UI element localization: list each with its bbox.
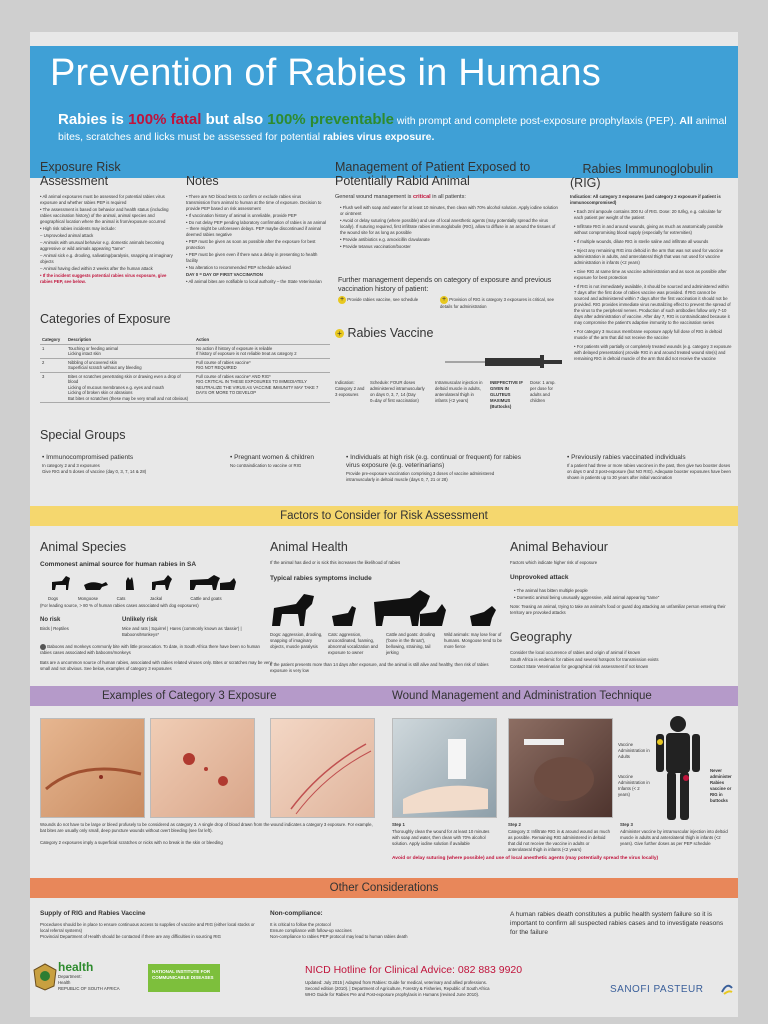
examples-bar-left: Examples of Category 3 Exposure: [102, 690, 277, 702]
nicd-logo-text: NATIONAL INSTITUTE FOR COMMUNICABLE DISEASES: [152, 969, 214, 980]
nicd-logo: [148, 964, 220, 992]
species-labels: [48, 596, 248, 602]
step2: [508, 822, 613, 854]
management-box2: [440, 296, 560, 310]
rig-indication: Indication: All category 3 exposures (and category 2 exposure if patient is immunocompromised): [570, 194, 721, 205]
management-item: • Avoid or delay suturing (where possible) and use of local anesthetic agents (may potentially spread the virus locally). If suturing required, first infiltrate rabies immunoglobulin (RIG), allow to diffuse in an around the tissues of the wound site for as long as possible: [340, 218, 556, 235]
health-col: Cats: aggression, uncoordinated, foaming, abnormal vocalization and exposure to owner: [328, 632, 378, 655]
table-header: Action: [194, 336, 330, 344]
health-col: Dogs: aggression, drooling, snapping of imaginary objects, muscle paralysis: [270, 632, 323, 649]
special-group: [42, 454, 192, 476]
table-cell: No action if history of exposure is reliable If history of exposure is not reliable treat as category 2: [194, 344, 330, 358]
unprovoked-title: Unprovoked attack: [510, 574, 569, 581]
photo-bite-wound: [150, 718, 255, 818]
rig-item: • Inject any remaining RIG into deltoid in the arm that was not used for vaccine administration in adults, and anterolateral thigh that was not used for vaccine administration in infants (<2 years): [574, 248, 724, 265]
sub-is: is: [107, 111, 129, 128]
table-cell: 1: [40, 344, 66, 358]
bats-note: Bats are a uncommon source of human rabies, associated with rabies related viruses only. Bites or scratches may be very small and not obvious. See below, examples of category 3 exposures: [40, 660, 272, 671]
geo-list: [510, 650, 732, 671]
notes-item: • All animal bites are notifiable to local authority – the State Veterinarian: [186, 279, 322, 284]
special-group-desc: In category 2 and 3 exposures Give RIG and 5 doses of vaccine (day 0, 3, 7, 14 & 28): [42, 463, 147, 474]
species-label: Cats: [116, 596, 126, 601]
rig-item: • For patients with partially or completely treated wounds (e.g. category 3 exposure with delayed presentation) provide RIG in and around treated wound site(s) and remaining RIG in deltoid muscle of the arm that did not receive the vaccine: [574, 344, 732, 361]
table-cell: Touching or feeding animal Licking intact skin: [66, 344, 194, 358]
sub-rest: with prompt and complete post-exposure prophylaxis (PEP).: [394, 115, 680, 127]
behaviour-list: [514, 588, 732, 602]
special-group-title: • Individuals at high risk (e.g. continual or frequent) for rabies virus exposure (e.g. veterinarians): [346, 454, 521, 469]
noncomp-title: Non-compliance:: [270, 910, 323, 917]
general-b: critical: [412, 194, 431, 200]
special-group-desc: If a patient had three or more rabies vaccines in the past, then give two booster doses on days 0 and 3 post-exposure (but NO RIG). Adequate booster exposures have been shown in patients up to 30 years after initial vaccination: [567, 463, 731, 480]
vaccine-col: Indication: Category 2 and 3 exposures: [335, 380, 365, 397]
rig-item: • Infiltrate RIG in and around wounds, giving as much as anatomically possible without compromising blood supply (especially for extremities): [574, 224, 724, 235]
table-header: Description: [66, 336, 194, 344]
rig-list: [574, 209, 732, 365]
rig-item: • If multiple wounds, dilute RIG in sterile saline and infiltrate all wounds: [574, 239, 709, 244]
management-general: [335, 194, 560, 201]
avoid-note: Avoid or delay suturing (where possible) and use of local anesthetic agents (may potentially spread the virus locally): [392, 856, 659, 861]
geo-item: Consider the local occurrence of rabies and origin of animal if known: [510, 650, 641, 655]
special-group: [230, 454, 360, 470]
step-title: Step 1: [392, 822, 405, 827]
special-group-title: • Immunocompromised patients: [42, 454, 134, 461]
geo-item: South Africa is endemic for rabies and several hotspots for transmission exists: [510, 657, 659, 662]
sub-preventable: 100% preventable: [267, 111, 395, 128]
health-sub: If the animal has died or is sick this increases the likelihood of rabies: [270, 560, 401, 565]
health-title: Animal Health: [270, 540, 348, 554]
notes-item: • No alteration to recommended PEP schedule advised: [186, 265, 291, 270]
management-further: Further management depends on category of exposure and previous vaccination history of patient:: [338, 277, 552, 293]
species-label: Jackal: [149, 596, 163, 601]
header-banner: [30, 46, 738, 178]
special-group-desc: No contraindication to vaccine or RIG: [230, 463, 302, 468]
species-label: Dogs: [48, 596, 59, 601]
plus-icon: +: [335, 329, 344, 338]
exposure-item: – Animal having died within 2 weeks after the human attack: [40, 266, 153, 271]
examples-note1: Wounds do not have to be large or bleed profusely to be considered as category 3. A single drop of blood drawn from the wound indicates a category 3 exposure. For example, bat bites are usually only small, deep puncture wounds without overt bleeding (see far left).: [40, 822, 373, 833]
table-row: [40, 344, 330, 358]
categories-table: [40, 336, 330, 403]
species-title: Animal Species: [40, 540, 127, 554]
fig-label-a: Vaccine Administration in Adults: [618, 742, 650, 759]
photo-step2: [508, 718, 613, 818]
health-logo-text: health: [58, 960, 94, 974]
examples-bar-right: Wound Management and Administration Technique: [392, 690, 652, 702]
vaccine-col: Schedule: FOUR doses administered intramuscularly on days 0, 3, 7, 14 (Day 0=day of first vaccination): [370, 380, 425, 403]
factors-bar: [30, 506, 738, 526]
special-group: [346, 454, 521, 484]
photo-step1: [392, 718, 497, 818]
rig-item: • Give RIG at same time as vaccine administration and as soon as possible after exposure for best protection: [574, 269, 727, 280]
exposure-item: – Animals with unusual behavior e.g. domestic animals becoming aggressive or wild animals appearing "tame": [40, 240, 164, 251]
unlikely-title: Unlikely risk: [122, 617, 158, 623]
examples-bar: [30, 686, 738, 706]
rig-item: • Each 2ml ampoule contains 300 IU of RIG. Dose: 20 IU/kg, e.g. calculate for each patient per weight of the patient: [574, 209, 722, 220]
management-item: • Provide tetanus vaccination/booster: [340, 244, 411, 249]
other-bar: [30, 878, 738, 898]
notes-title: Notes: [186, 174, 219, 188]
table-cell: Nibbling of uncovered skin Superficial scratch without any bleeding: [66, 358, 194, 372]
exposure-warning: • If the incident suggests potential rabies virus exposure, give rabies PEP, see below.: [40, 273, 167, 284]
norisk-desc: Birds | Reptiles: [40, 626, 69, 631]
page-title: Prevention of Rabies in Humans: [50, 52, 601, 94]
species-sub: Commonest animal source for human rabies in SA: [40, 561, 197, 568]
table-cell: Full course of rabies vaccine* AND RIG* RIG CRITICAL IN THESE EXPOSURES TO IMMEDIATELY NEUTRALIZE THE VIRUS AS VACCINE IMMUNITY MAY TAKE 7 DAYS OR MORE TO DEVELOP: [194, 372, 330, 403]
special-group: [567, 454, 732, 482]
poster: [30, 32, 738, 1017]
geo-title: Geography: [510, 630, 572, 644]
management-box1: [338, 296, 443, 304]
management-title: Management of Patient Exposed to Potentially Rabid Animal: [335, 160, 531, 188]
step-title: Step 2: [508, 822, 521, 827]
table-row: [40, 372, 330, 403]
sub-rabies: Rabies: [58, 111, 108, 128]
notes-item: • Do not delay PEP pending laboratory confirmation of rabies in an animal – there might be unforeseen delays. PEP maybe discontinued if animal deemed rabies negative: [186, 220, 326, 237]
species-label: Cattle and goats: [190, 596, 222, 601]
vaccine-col: Intramuscular injection in deltoid muscle in adults, anterolateral thigh in infants (<2 years): [435, 380, 483, 403]
sub-rest2: animal bites, scratches and licks must be assessed for potential: [58, 115, 727, 143]
table-cell: 3: [40, 372, 66, 403]
table-cell: Full course of rabies vaccine* RIG NOT REQUIRED: [194, 358, 330, 372]
hotline: NICD Hotline for Clinical Advice: 082 883 9920: [305, 964, 523, 976]
management-list: [340, 205, 560, 251]
sub-but: but also: [201, 111, 268, 128]
step3: [620, 822, 732, 848]
categories-title: Categories of Exposure: [40, 312, 171, 326]
health-col: Cattle and goats: drooling ('bone in the throat'), bellowing, straining, tail jerking: [386, 632, 435, 655]
sanofi-swirl-icon: [720, 982, 734, 996]
noncomp-desc: It is critical to follow the protocol Ensure compliance with follow-up vaccines Non-compliance to rabies PEP protocol may lead to human rabies death: [270, 922, 408, 939]
sub-all: All: [679, 115, 693, 127]
sick-animals-icon: [270, 588, 510, 630]
notes-item: • PEP must be given even if there was a delay in presenting to health facility: [186, 252, 318, 263]
baboon-note: [40, 644, 272, 656]
rig-title-text: Rabies Immunoglobulin (RIG): [570, 162, 714, 190]
circle-icon: [570, 165, 579, 174]
management-item: • Provide antibiotics e.g. amoxicillin clavulanate: [340, 237, 430, 242]
notes-list: [186, 194, 326, 286]
notes-item: • There are NO blood tests to confirm or exclude rabies virus transmission from animal to human at the time of exposure. Decision to provide PEP based on risk assessment: [186, 194, 322, 211]
special-group-title: • Pregnant women & children: [230, 454, 314, 461]
fig-label-b: Vaccine Administration in Infants (< 2 years): [618, 774, 650, 797]
vaccine-col: INEFFECTIVE IF GIVEN IN GLUTEUS MAXIMUS (Buttocks): [490, 380, 523, 409]
sub-fatal: 100% fatal: [128, 111, 202, 128]
table-cell: Bites or scratches penetrating skin or drawing even a drop of blood Licking of mucous membranes e.g. eyes and mouth Licking of broken skin or abrasions Bat bites or scratches (these may be very small and not obvious): [66, 372, 194, 403]
special-group-title: • Previously rabies vaccinated individuals: [567, 454, 686, 461]
factors-bar-text: Factors to Consider for Risk Assessment: [280, 510, 488, 522]
examples-note2: Category 2 exposures imply a superficial scratches or nicks with no break in the skin or bleeding: [40, 840, 223, 845]
behaviour-note: Note: Teasing an animal, trying to take an animal's food or guard dog attacking an unfamiliar person entering their territory are provoked attacks: [510, 604, 726, 615]
health-col: Wild animals: may lose fear of humans. Mongoose tend to be more fierce: [444, 632, 503, 649]
table-cell: 2: [40, 358, 66, 372]
table-header: Category: [40, 336, 66, 344]
dept-text: Department: Health REPUBLIC OF SOUTH AFRICA: [58, 974, 120, 991]
baboon-note-text: Baboons and monkeys commonly bite with little provocation. To date, in South Africa there have been no human rabies cases associated with baboons/monkeys: [40, 644, 260, 656]
sanofi-logo-text: SANOFI PASTEUR: [610, 984, 704, 995]
species-note: (For leading source, > 80 % of human rabies cases associated with dog exposures): [40, 603, 199, 608]
vaccine-col: Dose: 1 amp. per dose for adults and children: [530, 380, 556, 403]
management-item: • Flush well with soap and water for at least 10 minutes, then clean with 70% alcohol solution. Apply iodine solution or ointment: [340, 205, 558, 216]
exposure-title: Exposure Risk Assessment: [40, 160, 121, 188]
syringe-icon: [445, 354, 565, 368]
exposure-item: • High risk rabies incidents may include:: [40, 226, 116, 231]
exposure-list: [40, 194, 180, 286]
header-subtitle: [58, 112, 738, 145]
references: Updated: July 2015 | Adapted from Rabies: Guide for medical, veterinary and allied professions. Second edition (2010). | Department of Agriculture, Forestry & Fisheries, Republic of South Africa WHO Guide for Rabies Pre and Post-exposure prophylaxis in Humans (revised June 2010).: [305, 980, 490, 997]
behaviour-sub: Factors which indicate higher risk of exposure: [510, 560, 598, 565]
plus-icon: +: [441, 296, 447, 303]
photo-scratch: [270, 718, 375, 818]
general-a: General wound management is: [335, 194, 413, 200]
general-c: in all patients:: [430, 194, 466, 200]
behaviour-item: • The animal has bitten multiple people: [514, 588, 588, 593]
step1: [392, 822, 497, 848]
photo-bat-bite: [40, 718, 145, 818]
supply-desc: Procedures should be in place to ensure continuous access to supplies of vaccine and RIG (either local stocks or local referral systems) Provincial Department of Health should be contacted if there are any difficulties in sourcing RIG: [40, 922, 255, 939]
health-typical: Typical rabies symptoms include: [270, 575, 372, 582]
human-figure-icon: [648, 714, 708, 824]
exposure-item: – Animal sick e.g. drooling, salivating/paralysis, snapping at imaginary objects: [40, 253, 173, 264]
step-desc: Category 3: Infiltrate RIG in & around wound as much as possible. Remaining RIG administered in deltoid that did not receive the vaccine in adults or anterolateral thigh in infants (<2 years): [508, 829, 610, 852]
special-title: Special Groups: [40, 428, 126, 442]
vaccine-title: [335, 326, 535, 340]
animal-silhouettes-icon: [48, 572, 238, 594]
box1-text: Provide rabies vaccine, see schedule: [347, 297, 419, 303]
supply-title: Supply of RIG and Rabies Vaccine: [40, 910, 146, 917]
table-header-row: [40, 336, 330, 344]
fig-label-c: Never administer Rabies vaccine or RIG in buttocks: [710, 768, 732, 803]
geo-item: Contact State Veterinarian for geographical risk assessment if not known: [510, 664, 649, 669]
exposure-item: • The assessment is based on behavior and health status (including rabies vaccination history) of the animal, animal species and geographical location where the animal is from/exposure occurred: [40, 207, 169, 224]
vaccine-title-text: Rabies Vaccine: [347, 326, 434, 340]
exposure-item: • All animal exposures must be assessed for potential rabies virus exposure and whether rabies PEP is required: [40, 194, 165, 205]
behaviour-item: • Domestic animal being unusually aggressive, wild animal appearing "tame": [514, 595, 660, 600]
rig-item: • For category 3 mucous membrane exposure apply full dose of RIG in deltoid muscle of the arm that did not receive the vaccine: [574, 329, 722, 340]
sub-rve: rabies virus exposure.: [322, 131, 435, 143]
rig-item: • If RIG is not immediately available, it should be sourced and administered within 7 days after the first dose of rabies vaccine was provided. If RIG cannot be sourced and administered within 7 days after the first vaccination it should not be provided. RIG provides immediate virus neutralizing effect to prevent the spread of the virus to the peripheral nerves. Production of such antibodies follow only 7-10 days after administration of vaccine. After day 7, RIG is contraindicated because it may compromise the patient's adaptive immunity to the vaccination series: [574, 284, 731, 325]
species-label: Mongoose: [77, 596, 99, 601]
box2-text: Provision of RIG is category 3 exposures is critical, see details for administration: [440, 297, 555, 309]
notes-item: • If vaccination history of animal is unreliable, provide PEP: [186, 213, 297, 218]
step-desc: Thoroughly clean the wound for at least 10 minutes with soap and water, then clean with 70% alcohol solution. Apply iodine solution if available: [392, 829, 490, 846]
step-desc: Administer vaccine by intramuscular injection into deltoid muscle in adults and anterolateral thigh in infants (<2 years). Give further doses as per PEP schedule: [620, 829, 728, 846]
notes-item: DAY 0 = DAY OF FIRST VACCINATION: [186, 272, 263, 277]
other-bar-text: Other Considerations: [329, 882, 439, 894]
norisk-title: No risk: [40, 617, 61, 623]
exposure-item: – Unprovoked animal attack: [40, 233, 94, 238]
bullet-icon: [40, 644, 46, 650]
table-row: [40, 358, 330, 372]
notes-item: • PEP must be given as soon as possible after the exposure for best protection: [186, 239, 316, 250]
health-note: If the patient presents more than 14 days after exposure, and the animal is still alive and healthy, then risk of rabies exposure is very low: [270, 662, 489, 673]
plus-icon: +: [339, 296, 345, 303]
behaviour-title: Animal Behaviour: [510, 540, 608, 554]
special-group-desc: Provide pre-exposure vaccination comprising 3 doses of vaccine administered intramuscularly in deltoid muscle (days 0, 7, 21 or 28): [346, 471, 495, 482]
rig-title: [570, 162, 730, 190]
death-note: A human rabies death constitutes a public health system failure so it is important to confirm all suspected rabies cases and to investigate reasons for the failure: [510, 911, 724, 936]
step-title: Step 3: [620, 822, 633, 827]
coat-of-arms-icon: [32, 962, 58, 992]
unlikely-desc: Mice and rats | Squirrel | Hares (commonly known as 'dassie') | Baboons/Monkeys*: [122, 626, 242, 637]
